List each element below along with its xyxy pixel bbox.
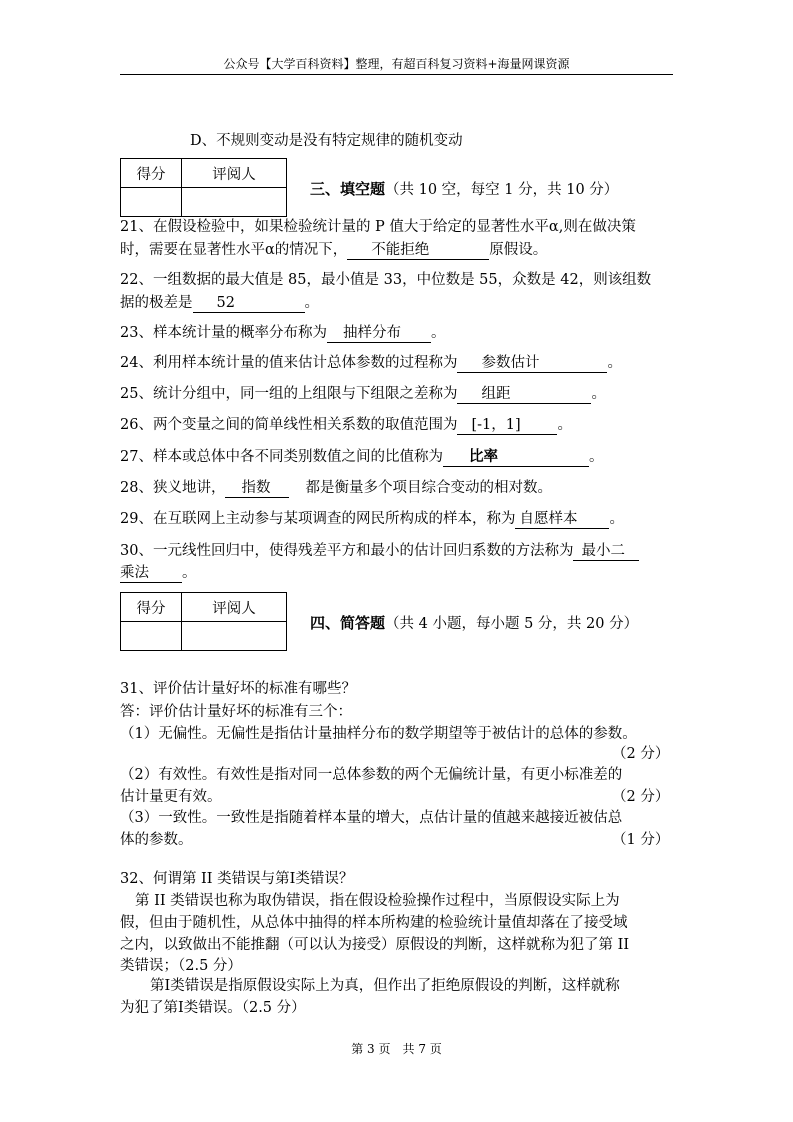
q29-answer-blank: 自愿样本 — [515, 510, 609, 529]
q24-text: 24、利用样本统计量的值来估计总体参数的过程称为 — [120, 355, 458, 371]
page-header: 公众号【大学百科资料】整理，有超百科复习资料+海量网课资源 — [223, 57, 570, 71]
q25-text: 25、统计分组中，同一组的上组限与下组限之差称为 — [120, 386, 458, 402]
option-d: D、不规则变动是没有特定规律的随机变动 — [190, 133, 463, 149]
q28-line — [120, 478, 552, 498]
q24-answer-blank: 参数估计 — [457, 354, 607, 373]
q28-text: 28、狭义地讲， — [120, 480, 226, 496]
q32-question: 32、何谓第 II 类错误与第Ⅰ类错误？ — [120, 871, 354, 887]
q22-line1: 22、一组数据的最大值是 85，最小值是 33，中位数是 55，众数是 42，则该组数 — [120, 272, 652, 288]
q32-answer2-line2: 为犯了第Ⅰ类错误。（2.5 分） — [120, 1000, 306, 1016]
reviewer-label: 评阅人 — [182, 593, 287, 622]
q24-line — [120, 353, 622, 373]
q27-tail: 。 — [588, 449, 604, 465]
section4-heading — [310, 612, 638, 633]
q29-text: 29、在互联网上主动参与某项调查的网民所构成的样本，称为 — [120, 511, 516, 527]
section3-title: 三、填空题 — [310, 180, 386, 198]
section4-title: 四、简答题 — [310, 614, 386, 632]
q31-point3-score: （1 分） — [612, 832, 670, 848]
q23-tail: 。 — [430, 325, 446, 341]
q31-point3-line1: （3）一致性。一致性是指随着样本量的增大，点估计量的值越来越接近被估总 — [120, 810, 623, 826]
q27-line — [120, 447, 603, 467]
q21-line2 — [120, 240, 547, 260]
q31-point2-line1: （2）有效性。有效性是指对同一总体参数的两个无偏统计量，有更小标准差的 — [120, 767, 623, 783]
section3-heading — [310, 178, 618, 199]
q32-answer1-line1: 第 II 类错误也称为取伪错误，指在假设检验操作过程中，当原假设实际上为 — [135, 893, 620, 909]
section4-note: （共 4 小题，每小题 5 分，共 20 分） — [385, 616, 639, 632]
score-cell — [121, 622, 182, 651]
score-label: 得分 — [121, 159, 182, 188]
q25-answer-blank: 组距 — [457, 385, 591, 404]
header-rule — [120, 74, 673, 75]
q25-tail: 。 — [591, 386, 606, 402]
q30-line2 — [120, 563, 197, 583]
q25-line — [120, 384, 606, 404]
q31-intro: 答：评价估计量好坏的标准有三个： — [120, 704, 352, 720]
q30-tail: 。 — [182, 565, 197, 581]
score-label: 得分 — [121, 593, 182, 622]
score-table-section4 — [120, 592, 287, 651]
q31-question: 31、评价估计量好坏的标准有哪些？ — [120, 681, 356, 697]
q27-answer-blank: 比率 — [443, 448, 589, 467]
q32-answer1-line4: 类错误；（2.5 分） — [120, 958, 242, 974]
q30-text: 30、一元线性回归中，使得残差平方和最小的估计回归系数的方法称为 — [120, 543, 574, 559]
q23-line — [120, 323, 445, 343]
q23-text: 23、样本统计量的概率分布称为 — [120, 325, 327, 341]
q32-answer2-line1: 第Ⅰ类错误是指原假设实际上为真，但作出了拒绝原假设的判断，这样就称 — [150, 978, 620, 994]
q31-point3-line2: 体的参数。 — [120, 832, 193, 848]
q26-text: 26、两个变量之间的简单线性相关系数的取值范围为 — [120, 417, 458, 433]
q26-line — [120, 415, 572, 435]
q29-tail: 。 — [609, 511, 624, 527]
q28-answer-blank: 指数 — [225, 479, 289, 498]
q30-answer-blank-2: 乘法 — [120, 564, 182, 583]
q31-point1-score: （2 分） — [612, 746, 670, 762]
q26-answer-blank: [-1，1] — [457, 416, 557, 435]
q22-answer-blank: 52 — [193, 294, 305, 313]
q30-answer-blank-1: 最小二 — [573, 542, 639, 561]
page-footer: 第 3 页 共 7 页 — [351, 1042, 442, 1056]
q21-answer-blank: 不能拒绝 — [347, 241, 489, 260]
section3-note: （共 10 空，每空 1 分，共 10 分） — [385, 182, 619, 198]
q24-tail: 。 — [607, 355, 622, 371]
q21-text: 时，需要在显著性水平α的情况下， — [120, 242, 348, 258]
q32-answer1-line2: 假，但由于随机性，从总体中抽得的样本所构建的检验统计量值却落在了接受域 — [120, 915, 628, 931]
q27-text: 27、样本或总体中各不同类别数值之间的比值称为 — [120, 449, 443, 465]
q23-answer-blank: 抽样分布 — [327, 324, 431, 343]
reviewer-cell — [182, 622, 287, 651]
score-cell — [121, 188, 182, 217]
q22-text: 据的极差是 — [120, 295, 193, 311]
q32-answer1-line3: 之内，以致做出不能推翻（可以认为接受）原假设的判断，这样就称为犯了第 II — [120, 937, 630, 953]
reviewer-cell — [182, 188, 287, 217]
q31-point2-line2: 估计量更有效。 — [120, 789, 222, 805]
q22-tail: 。 — [304, 295, 319, 311]
q21-line1: 21、在假设检验中，如果检验统计量的 P 值大于给定的显著性水平α,则在做决策 — [120, 219, 636, 235]
q22-line2 — [120, 293, 319, 313]
q26-tail: 。 — [557, 417, 572, 433]
q21-tail: 原假设。 — [489, 242, 548, 258]
reviewer-label: 评阅人 — [182, 159, 287, 188]
q30-line1 — [120, 541, 639, 561]
q28-tail: 都是衡量多个项目综合变动的相对数。 — [305, 480, 552, 496]
q31-point2-score: （2 分） — [612, 789, 670, 805]
score-table-section3 — [120, 158, 287, 217]
q31-point1: （1）无偏性。无偏性是指估计量抽样分布的数学期望等于被估计的总体的参数。 — [120, 726, 637, 742]
q29-line — [120, 509, 624, 529]
